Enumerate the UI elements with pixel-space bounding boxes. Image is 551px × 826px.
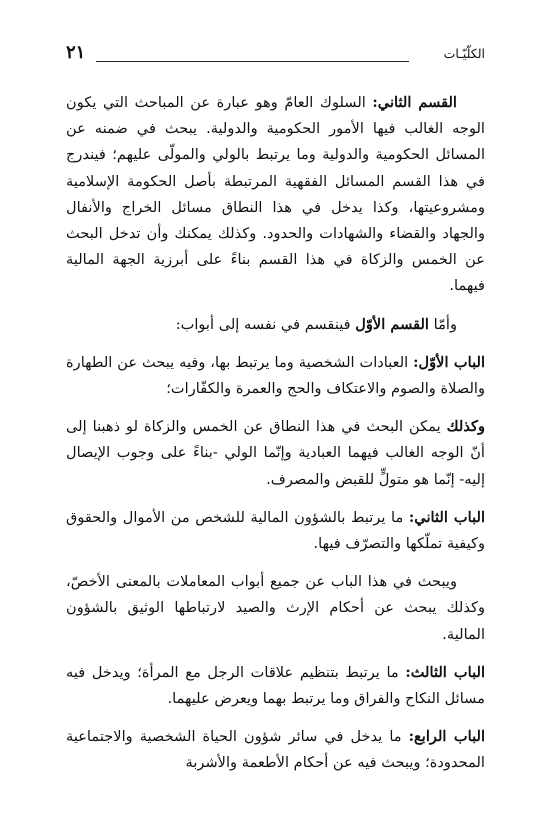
header-rule — [96, 61, 409, 62]
page-number: ٢١ — [66, 42, 86, 63]
paragraph-text: العبادات الشخصية وما يرتبط بها، وفيه يبحث عن الطهارة والصلاة والصوم والاعتكاف والحج والعمرة والكفّارات؛ — [66, 353, 485, 398]
body-text — [66, 90, 485, 789]
paragraph-heading: الباب الثاني: — [408, 508, 485, 526]
paragraph-text: فينقسم في نفسه إلى أبواب: — [175, 315, 356, 333]
paragraph-chapter-two — [66, 505, 485, 557]
paragraph-chapter-three — [66, 660, 485, 712]
paragraph-heading: الباب الأوّل: — [413, 353, 485, 371]
running-header — [66, 40, 485, 70]
paragraph-chapter-one — [66, 350, 485, 402]
paragraph-heading: الباب الثالث: — [405, 663, 486, 681]
paragraph-text: يمكن البحث في هذا النطاق عن الخمس والزكاة لو ذهبنا إلى أنّ الوجه الغالب فيهما العبادية وإنّما الولي -بناءً على وجوب الإيصال إليه- إنّما هو متولٍّ للقبض والمصرف. — [66, 418, 485, 488]
running-title: الكلّيّـات — [443, 46, 485, 61]
paragraph-section-two — [66, 90, 485, 300]
paragraph-chapter-two-detail — [66, 569, 485, 648]
paragraph-text: ما يدخل في سائر شؤون الحياة الشخصية والاجتماعية المحدودة؛ ويبحث فيه عن أحكام الأطعمة والأشربة — [66, 728, 485, 772]
paragraph-heading: القسم الثاني: — [372, 94, 457, 111]
paragraph-heading: وكذلك — [446, 418, 485, 436]
paragraph-heading: الباب الرابع: — [408, 728, 486, 746]
paragraph-text: السلوك العامّ وهو عبارة عن المباحث التي يكون الوجه الغالب فيها الأمور الحكومية والدولية. يبحث في ضمنه عن المسائل الحكومية والدولية وما يرتبط بالولي والمولّى عليهم؛ فيندرج في هذا القسم المسائل الفقهية المرتبطة بأصل الحكومة الإسلامية ومشروعيتها، وكذا يدخل في هذا النطاق مسائل الخراج والأنفال والجهاد والقضاء والشهادات والحدود. وكذلك يمكنك وأن تدخل البحث عن الخمس والزكاة في هذا القسم بناءً على أبرزية الجهة المالية فيهما. — [66, 94, 485, 295]
paragraph-section-one-intro — [66, 312, 485, 338]
paragraph-prefix: وأمّا — [428, 315, 457, 333]
paragraph-text: ويبحث في هذا الباب عن جميع أبواب المعاملات بالمعنى الأخصّ، وكذلك يبحث عن أحكام الإرث والصيد لارتباطها الوثيق بالشؤون المالية. — [66, 573, 485, 643]
paragraph-heading: القسم الأوّل — [355, 315, 429, 333]
paragraph-chapter-four — [66, 724, 485, 776]
paragraph-likewise — [66, 414, 485, 493]
paragraph-text: ما يرتبط بتنظيم علاقات الرجل مع المرأة؛ ويدخل فيه مسائل النكاح والفراق وما يرتبط بهما ويعرض عليهما. — [66, 663, 485, 708]
paragraph-text: ما يرتبط بالشؤون المالية للشخص من الأموال والحقوق وكيفية تملّكها والتصرّف فيها. — [66, 508, 485, 553]
